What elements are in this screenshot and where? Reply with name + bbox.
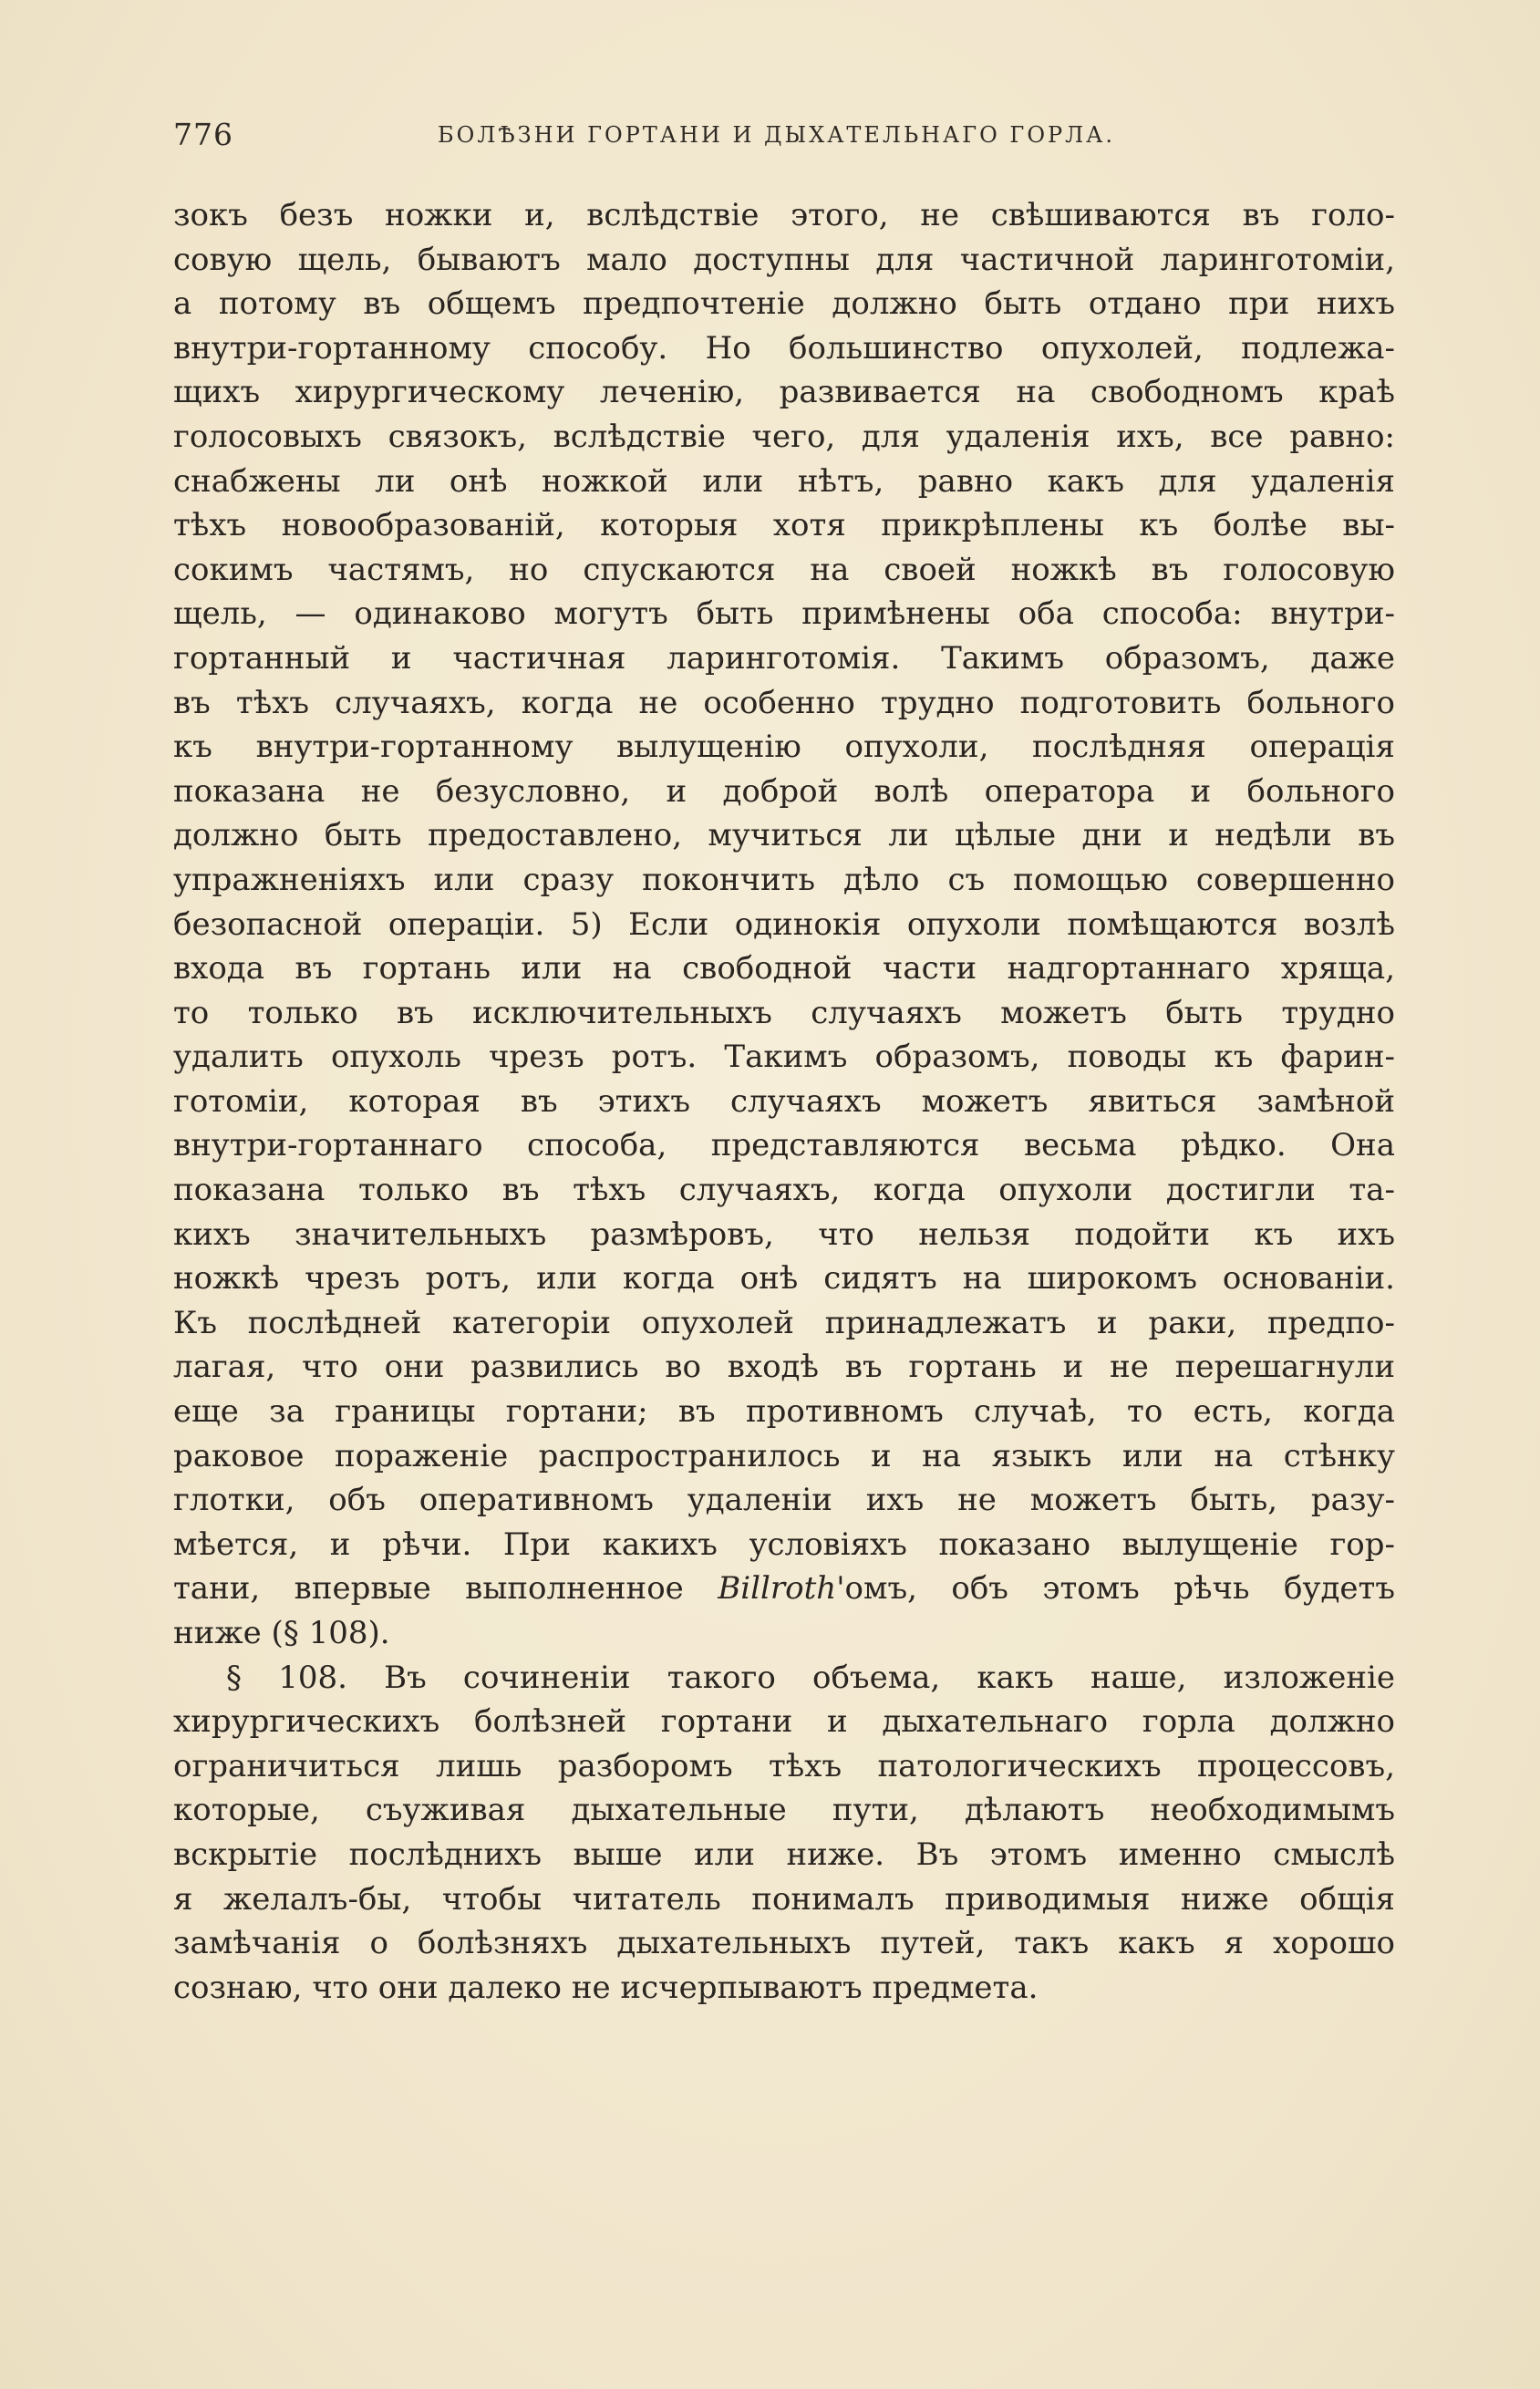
text-line: ножкѣ чрезъ ротъ, или когда онѣ сидятъ на широкомъ основаніи. [173,1260,1395,1298]
text-line: то только въ исключительныхъ случаяхъ можетъ быть трудно [173,994,1395,1031]
text-line-billroth [173,1567,1395,1611]
text-line: должно быть предоставлено, мучиться ли цѣлые дни и недѣли въ [173,817,1395,854]
text-line: Къ послѣдней категоріи опухолей принадлежатъ и раки, предпо- [173,1304,1395,1341]
text-line: мѣется, и рѣчи. При какихъ условіяхъ показано вылущеніе гор- [173,1525,1395,1563]
section-start-line: § 108. Въ сочиненіи такого объема, какъ наше, изложеніе [226,1659,1395,1696]
text-line: а потому въ общемъ предпочтеніе должно быть отдано при нихъ [173,285,1395,323]
text-line: входа въ гортань или на свободной части надгортаннаго хряща, [173,950,1395,988]
running-head: БОЛѢЗНИ ГОРТАНИ И ДЫХАТЕЛЬНАГО ГОРЛА. [438,122,1115,148]
text-line: удалить опухоль чрезъ ротъ. Такимъ образомъ, поводы къ фарин- [173,1039,1395,1076]
text-line: безопасной операціи. 5) Если одинокія опухоли помѣщаются возлѣ [173,905,1395,943]
text-line: совую щель, бываютъ мало доступны для частичной ларинготоміи, [173,241,1395,278]
text-line: зокъ безъ ножки и, вслѣдствіе этого, не свѣшиваются въ голо- [173,197,1395,233]
text-line: показана только въ тѣхъ случаяхъ, когда опухоли достигли та- [173,1172,1395,1209]
text-line: сознаю, что они далеко не исчерпываютъ предмета. [173,1969,1039,2006]
text-line: щихъ хирургическому леченію, развивается на свободномъ краѣ [173,374,1395,411]
text-line: снабжены ли онѣ ножкой или нѣтъ, равно какъ для удаленія [173,462,1395,500]
text-line: кихъ значительныхъ размѣровъ, что нельзя подойти къ ихъ [173,1215,1395,1253]
text-line: лагая, что они развились во входѣ въ гортань и не перешагнули [173,1349,1395,1386]
text-line: глотки, объ оперативномъ удаленіи ихъ не можетъ быть, разу- [173,1482,1395,1519]
text-line-start: тани, впервые выполненное [173,1570,684,1608]
author-name-italic: Billroth [718,1570,837,1608]
text-line: щель, — одинаково могутъ быть примѣнены оба способа: внутри- [173,595,1395,633]
text-line-end: 'омъ, объ этомъ рѣчь будетъ [836,1570,1395,1608]
text-line: внутри-гортаннаго способа, представляются весьма рѣдко. Она [173,1127,1395,1164]
text-line: гортанный и частичная ларинготомія. Такимъ образомъ, даже [173,639,1395,677]
text-line: сокимъ частямъ, но спускаются на своей ножкѣ въ голосовую [173,551,1395,588]
text-line: которые, съуживая дыхательные пути, дѣлаютъ необходимымъ [173,1792,1395,1829]
page-number: 776 [173,117,233,152]
text-line: хирургическихъ болѣзней гортани и дыхательнаго горла должно [173,1703,1395,1741]
text-line: упражненіяхъ или сразу покончить дѣло съ помощью совершенно [173,861,1395,898]
text-line: внутри-гортанному способу. Но большинство опухолей, подлежа- [173,329,1395,367]
text-line: къ внутри-гортанному вылущенію опухоли, послѣдняя операція [173,729,1395,766]
text-line: я желалъ-бы, чтобы читатель понималъ приводимыя ниже общія [173,1880,1395,1918]
text-line: раковое пораженіе распространилось и на языкъ или на стѣнку [173,1437,1395,1474]
text-line: ниже (§ 108). [173,1615,390,1651]
text-line: еще за границы гортани; въ противномъ случаѣ, то есть, когда [173,1393,1395,1431]
text-line: голосовыхъ связокъ, вслѣдствіе чего, для удаленія ихъ, все равно: [173,418,1395,455]
text-line: показана не безусловно, и доброй волѣ оператора и больного [173,772,1395,810]
body-text [173,193,1395,2010]
text-line: въ тѣхъ случаяхъ, когда не особенно трудно подготовить больного [173,684,1395,721]
text-line: готоміи, которая въ этихъ случаяхъ можетъ явиться замѣной [173,1082,1395,1120]
page-header [173,117,1395,162]
text-line: замѣчанія о болѣзняхъ дыхательныхъ путей, такъ какъ я хорошо [173,1925,1395,1962]
text-line: тѣхъ новообразованій, которыя хотя прикрѣплены къ болѣе вы- [173,507,1395,544]
text-line: ограничиться лишь разборомъ тѣхъ патологическихъ процессовъ, [173,1747,1395,1784]
text-line: вскрытіе послѣднихъ выше или ниже. Въ этомъ именно смыслѣ [173,1836,1395,1873]
